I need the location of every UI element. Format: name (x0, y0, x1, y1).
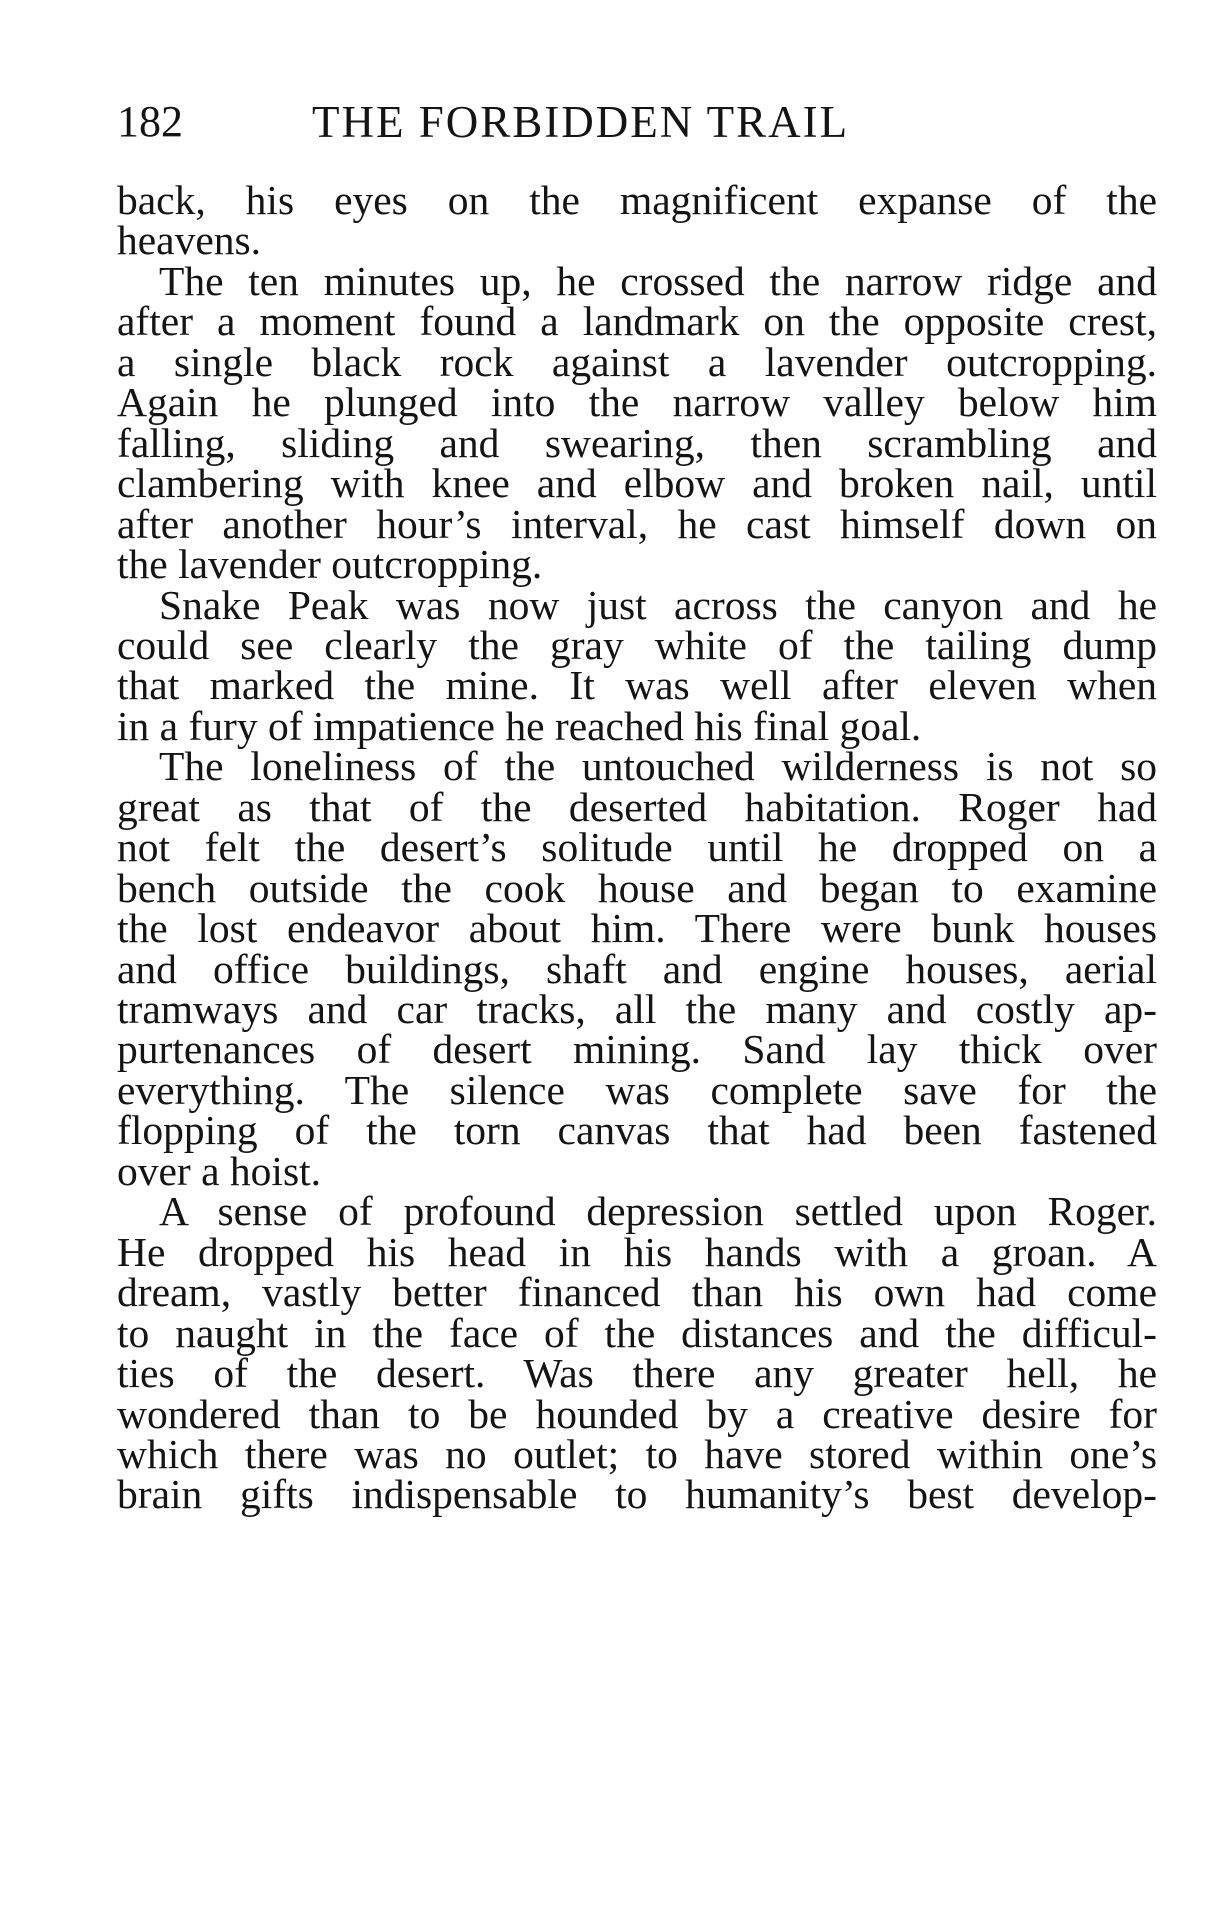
text-line: brain gifts indispensable to humanity’s best develop- (117, 1471, 1157, 1518)
text-line: that marked the mine. It was well after eleven when (117, 662, 1157, 709)
text-line: Again he plunged into the narrow valley below him (117, 379, 1157, 426)
text-line: the lavender outcropping. (117, 541, 543, 588)
text-line: wondered than to be hounded by a creative desire for (117, 1390, 1157, 1437)
text-line: which there was no outlet; to have stored within one’s (117, 1430, 1157, 1477)
text-line: back, his eyes on the magnificent expanse of the (117, 177, 1157, 223)
text-line: heavens. (117, 217, 262, 264)
text-line: in a fury of impatience he reached his final goal. (117, 702, 922, 749)
text-line: clambering with knee and elbow and broken nail, until (117, 460, 1157, 507)
text-line: dream, vastly better financed than his own had come (117, 1269, 1157, 1316)
running-title: THE FORBIDDEN TRAIL (312, 97, 850, 147)
page-header (117, 92, 1157, 152)
text-line: over a hoist. (117, 1147, 321, 1194)
text-line: not felt the desert’s solitude until he dropped on a (117, 824, 1157, 871)
text-line: Snake Peak was now just across the canyon and he (159, 581, 1157, 628)
page-number: 182 (117, 97, 183, 146)
text-line: everything. The silence was complete save for the (117, 1066, 1157, 1113)
body-text (117, 176, 1157, 1876)
text-line: The ten minutes up, he crossed the narrow ridge and (159, 257, 1157, 304)
text-line: and office buildings, shaft and engine houses, aerial (117, 945, 1157, 992)
text-line: a single black rock against a lavender outcropping. (117, 338, 1157, 385)
text-line: great as that of the deserted habitation. Roger had (117, 783, 1157, 830)
text-line: A sense of profound depression settled upon Roger. (159, 1188, 1157, 1235)
text-line: after a moment found a landmark on the opposite crest, (117, 298, 1157, 345)
text-line: could see clearly the gray white of the tailing dump (117, 621, 1157, 668)
text-line: ties of the desert. Was there any greater hell, he (117, 1350, 1157, 1397)
text-line: bench outside the cook house and began to examine (117, 864, 1157, 911)
text-line: the lost endeavor about him. There were bunk houses (117, 905, 1157, 952)
text-line: flopping of the torn canvas that had been fastened (117, 1107, 1157, 1154)
text-line: after another hour’s interval, he cast himself down on (117, 500, 1157, 547)
text-line: purtenances of desert mining. Sand lay thick over (117, 1026, 1157, 1073)
text-line: The loneliness of the untouched wilderness is not so (159, 743, 1157, 790)
text-line: He dropped his head in his hands with a groan. A (117, 1228, 1157, 1275)
text-line: to naught in the face of the distances and the difficul- (117, 1309, 1157, 1356)
text-line: tramways and car tracks, all the many and costly ap- (117, 986, 1157, 1032)
text-line: falling, sliding and swearing, then scrambling and (117, 419, 1157, 466)
